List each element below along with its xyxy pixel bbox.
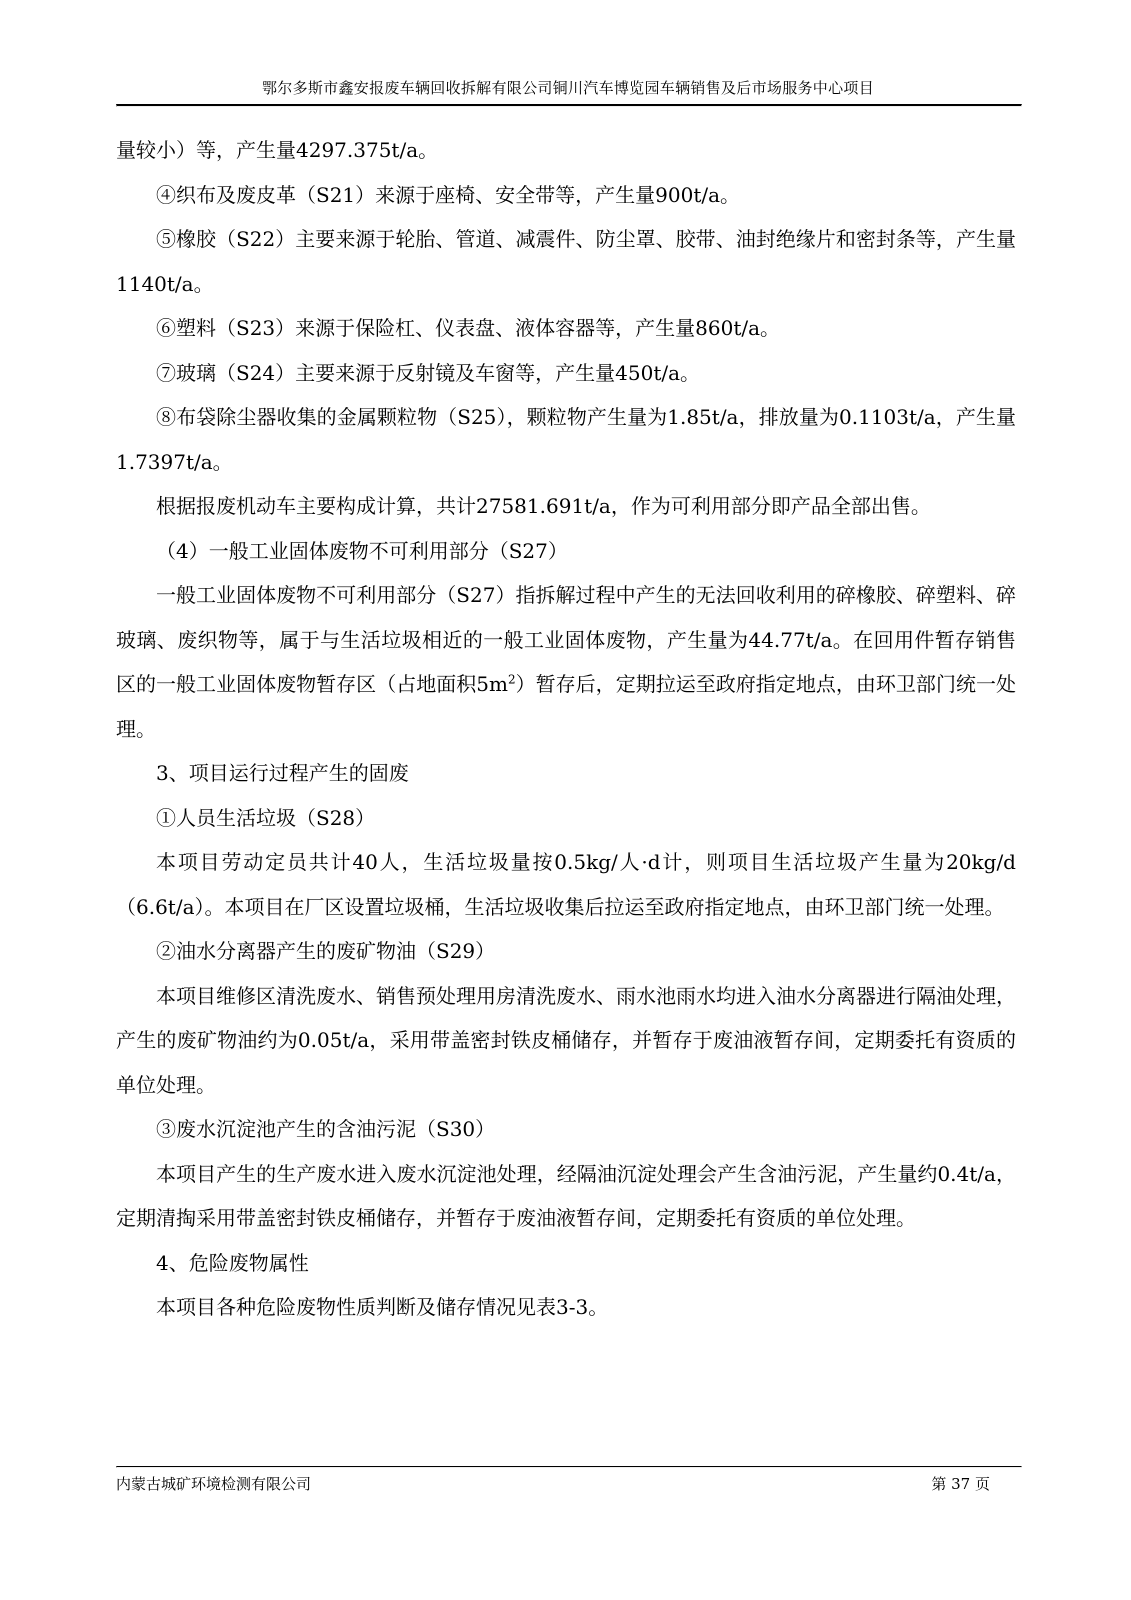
page-header-title: 鄂尔多斯市鑫安报废车辆回收拆解有限公司铜川汽车博览园车辆销售及后市场服务中心项目 bbox=[261, 79, 874, 97]
paragraph-non-recyclable-text-1: 一般工业固体废物不可利用部分（S27）指拆解过程中产生的无法回收利用的碎橡胶、碎塑料、碎玻璃、废织物等，属于与生活垃圾相近的一般工业固体废物，产生量为44.77t/a。在回用件暂存销售区的一般工业固体废物暂存区（占地面积5m bbox=[116, 583, 1016, 696]
subheading-waste-mineral-oil: ②油水分离器产生的废矿物油（S29） bbox=[156, 939, 496, 963]
paragraph-fabric-leather: ④织布及废皮革（S21）来源于座椅、安全带等，产生量900t/a。 bbox=[156, 182, 741, 207]
paragraph-oily-sludge: 本项目产生的生产废水进入废水沉淀池处理，经隔油沉淀处理会产生含油污泥，产生量约0.4t/a，定期清掏采用带盖密封铁皮桶储存，并暂存于废油液暂存间，定期委托有资质的单位处理。 bbox=[116, 1161, 1016, 1230]
paragraph-dust-collector: ⑧布袋除尘器收集的金属颗粒物（S25），颗粒物产生量为1.85t/a，排放量为0.1103t/a，产生量1.7397t/a。 bbox=[116, 405, 1016, 474]
paragraph-table-reference: 本项目各种危险废物性质判断及储存情况见表3-3。 bbox=[156, 1295, 609, 1319]
paragraph-plastic: ⑥塑料（S23）来源于保险杠、仪表盘、液体容器等，产生量860t/a。 bbox=[156, 316, 781, 340]
document-body bbox=[116, 128, 1016, 1330]
section-heading-non-recyclable: （4）一般工业固体废物不可利用部分（S27） bbox=[156, 538, 568, 563]
footer-page-number: 第 37 页 bbox=[931, 1475, 990, 1493]
paragraph-non-recyclable-text-2: ）暂存后，定期拉运至政府指定地点，由环卫部门统一处理。 bbox=[116, 672, 1016, 741]
section-heading-hazardous-waste: 4、危险废物属性 bbox=[156, 1250, 309, 1275]
paragraph-glass: ⑦玻璃（S24）主要来源于反射镜及车窗等，产生量450t/a。 bbox=[156, 360, 701, 385]
paragraph-waste-mineral-oil: 本项目维修区清洗废水、销售预处理用房清洗废水、雨水池雨水均进入油水分离器进行隔油处理，产生的废矿物油约为0.05t/a，采用带盖密封铁皮桶储存，并暂存于废油液暂存间，定期委托有资质的单位处理。 bbox=[116, 983, 1016, 1097]
paragraph-rubber: ⑤橡胶（S22）主要来源于轮胎、管道、减震件、防尘罩、胶带、油封绝缘片和密封条等，产生量1140t/a。 bbox=[116, 227, 1016, 296]
subheading-domestic-garbage: ①人员生活垃圾（S28） bbox=[156, 805, 376, 830]
paragraph-domestic-garbage: 本项目劳动定员共计40人，生活垃圾量按0.5kg/人·d计，则项目生活垃圾产生量为20kg/d（6.6t/a）。本项目在厂区设置垃圾桶，生活垃圾收集后拉运至政府指定地点，由环卫部门统一处理。 bbox=[116, 850, 1016, 919]
section-heading-operational-waste: 3、项目运行过程产生的固废 bbox=[156, 761, 409, 785]
paragraph-continuation: 量较小）等，产生量4297.375t/a。 bbox=[116, 138, 439, 162]
paragraph-total-summary: 根据报废机动车主要构成计算，共计27581.691t/a，作为可利用部分即产品全部出售。 bbox=[156, 494, 931, 518]
paragraph-non-recyclable-waste bbox=[116, 573, 1016, 751]
footer-company: 内蒙古城矿环境检测有限公司 bbox=[116, 1475, 312, 1493]
footer-divider bbox=[116, 1466, 1022, 1468]
subheading-oily-sludge: ③废水沉淀池产生的含油污泥（S30） bbox=[156, 1117, 496, 1141]
header-divider bbox=[116, 104, 1022, 107]
superscript-squared: 2 bbox=[507, 672, 516, 687]
